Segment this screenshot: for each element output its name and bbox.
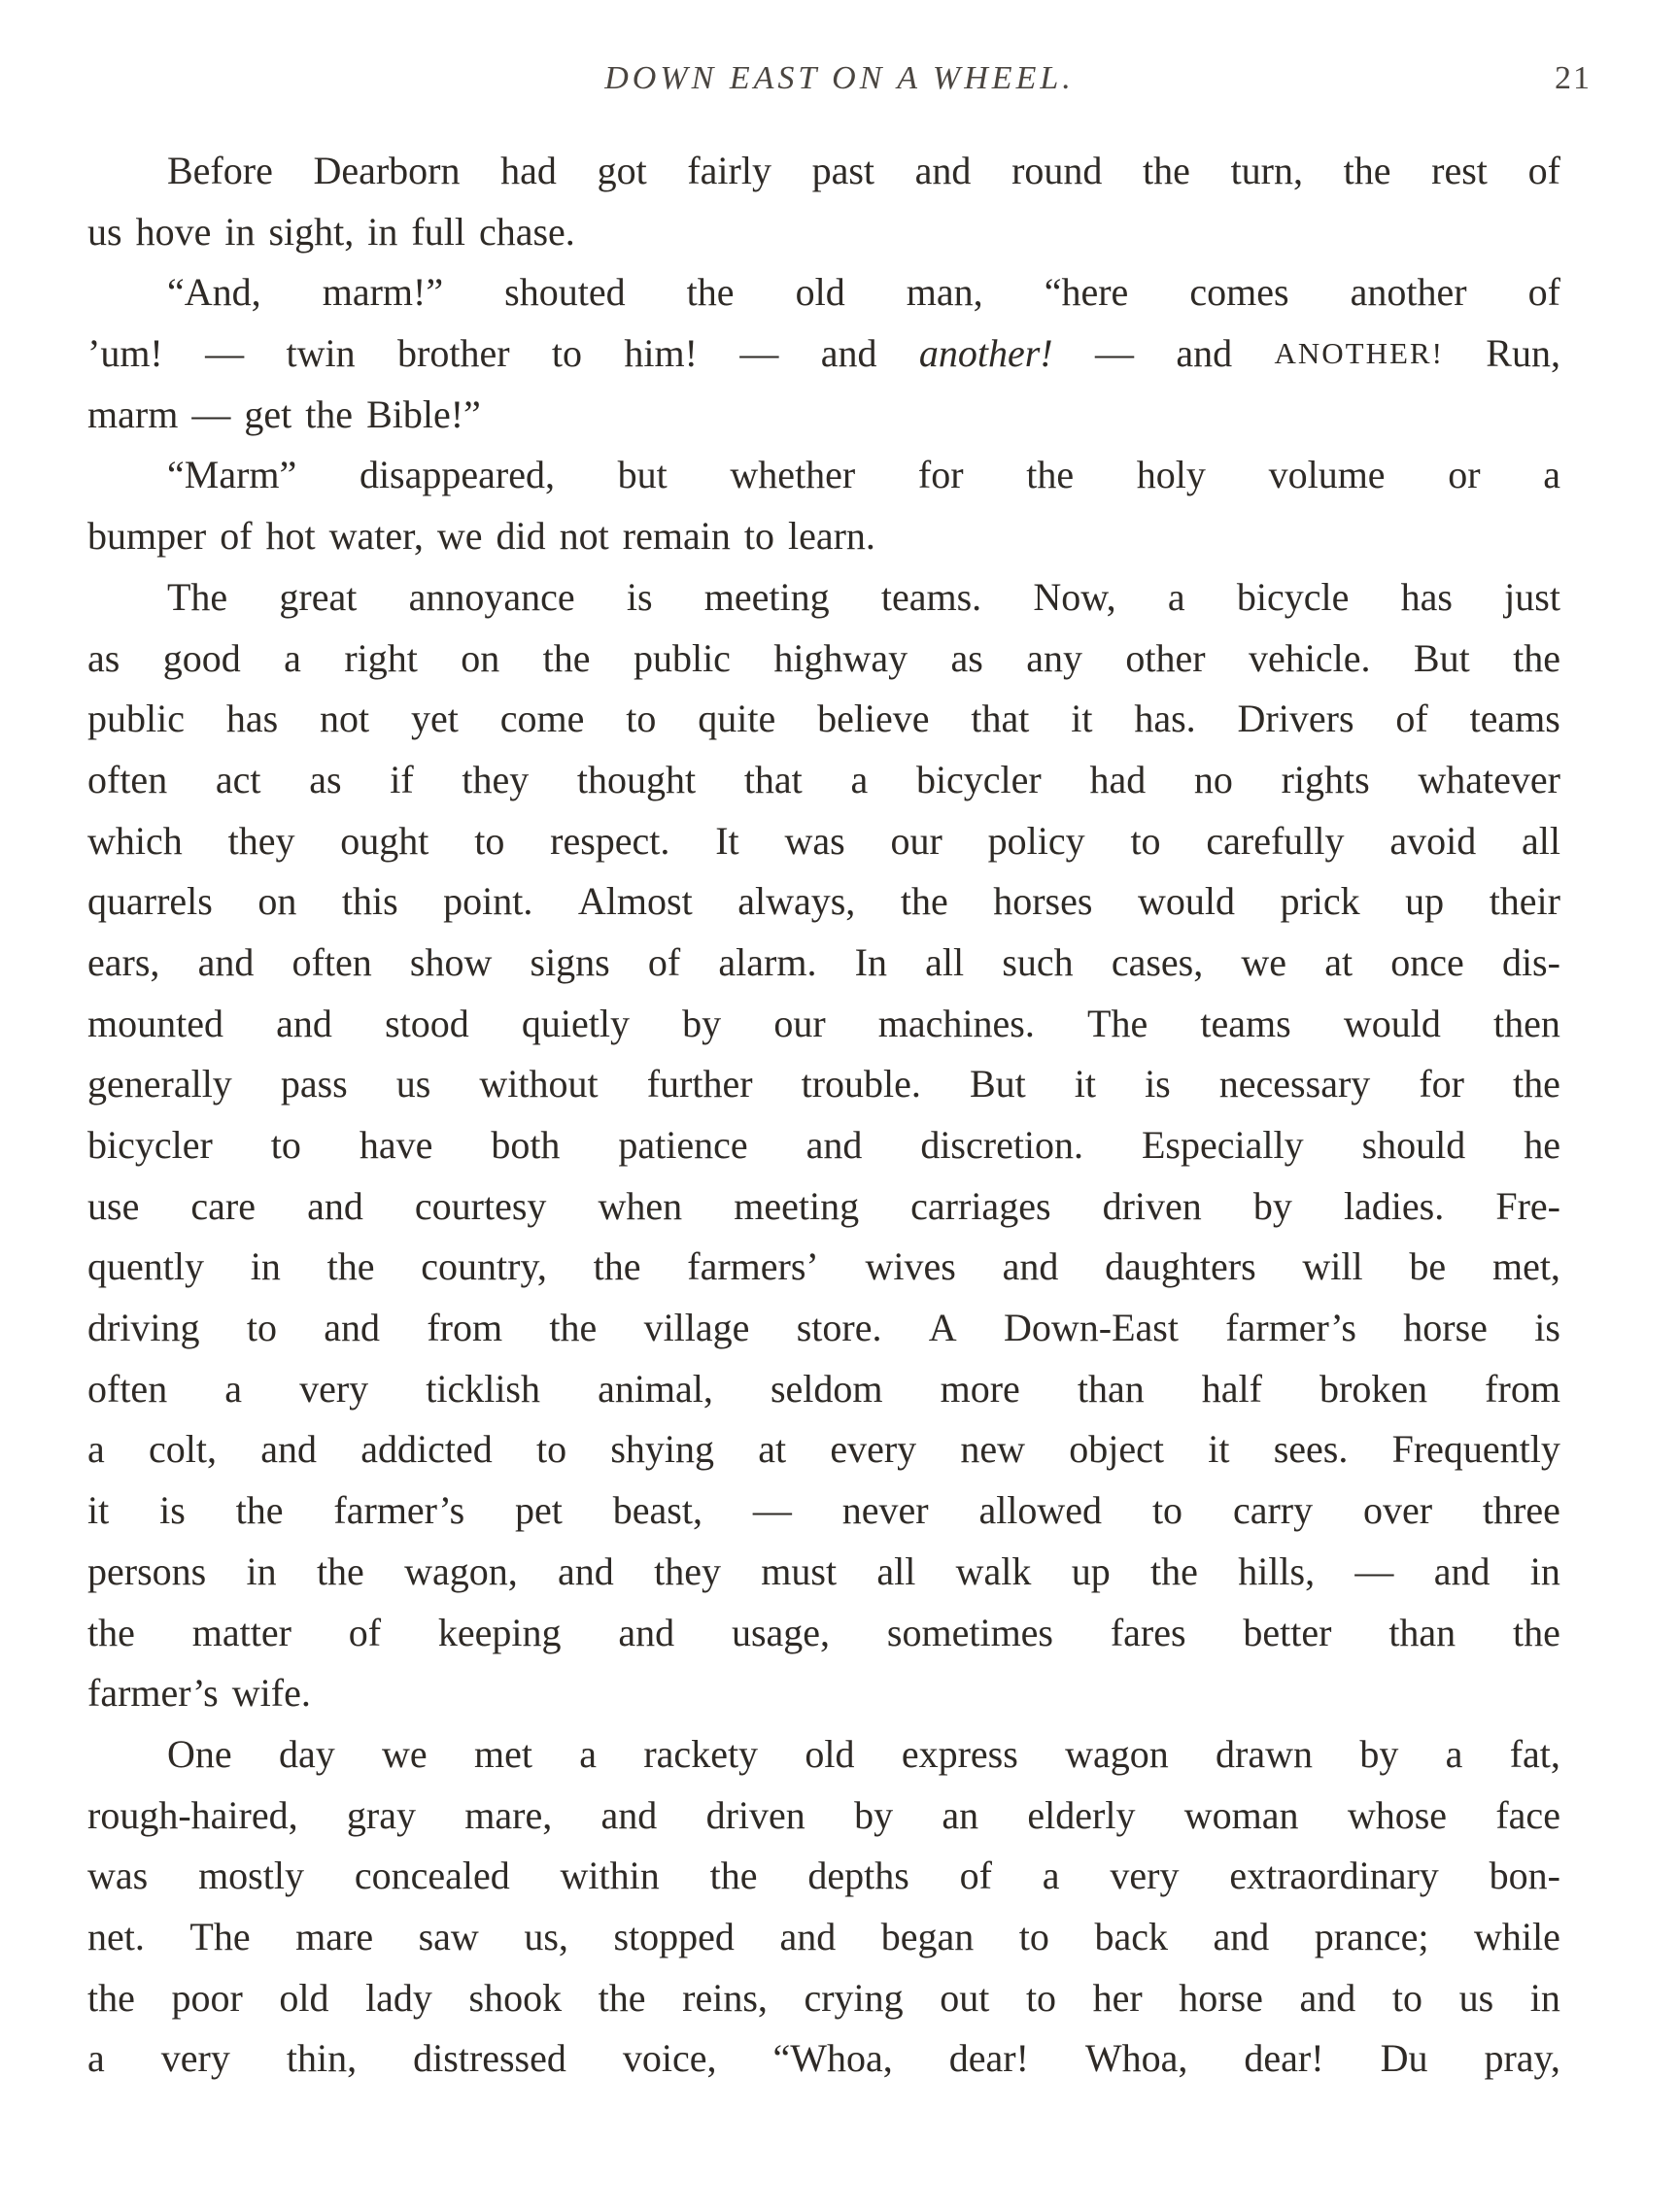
text-line: farmer’s wife.: [87, 1671, 311, 1716]
text-line: mounted and stood quietly by our machines. The teams would then: [87, 1001, 1560, 1045]
running-title: DOWN EAST ON A WHEEL.: [604, 60, 1075, 96]
text-line: marm — get the Bible!”: [87, 391, 481, 436]
text-line: ’um! — twin brother to him! — and another! — and ANOTHER! Run,: [87, 331, 1560, 376]
text-line: rough-haired, gray mare, and driven by an elderly woman whose face: [87, 1792, 1560, 1837]
text-line: often act as if they thought that a bicycler had no rights whatever: [87, 757, 1560, 801]
text-line: driving to and from the village store. A Down-East farmer’s horse is: [87, 1306, 1560, 1350]
text-line: bumper of hot water, we did not remain to learn.: [87, 514, 875, 559]
text-line: as good a right on the public highway as any other vehicle. But the: [87, 635, 1560, 680]
text-line: Before Dearborn had got fairly past and round the turn, the rest of: [167, 149, 1560, 192]
text-line: net. The mare saw us, stopped and began to back and prance; while: [87, 1914, 1560, 1958]
text-line: us hove in sight, in full chase.: [87, 209, 575, 254]
text-line: use care and courtesy when meeting carriages driven by ladies. Fre-: [87, 1183, 1560, 1228]
running-head: [87, 60, 1592, 109]
text-line: quently in the country, the farmers’ wives and daughters will be met,: [87, 1244, 1560, 1289]
text-line: the poor old lady shook the reins, crying out to her horse and to us in: [87, 1975, 1560, 2020]
text-line: which they ought to respect. It was our policy to carefully avoid all: [87, 818, 1560, 863]
text-line: quarrels on this point. Almost always, the horses would prick up their: [87, 879, 1560, 924]
text-line: it is the farmer’s pet beast, — never allowed to carry over three: [87, 1488, 1560, 1533]
text-line: persons in the wagon, and they must all walk up the hills, — and in: [87, 1548, 1560, 1593]
text-line: the matter of keeping and usage, sometimes fares better than the: [87, 1610, 1560, 1654]
body-text: [87, 141, 1560, 2090]
text-line: often a very ticklish animal, seldom more than half broken from: [87, 1366, 1560, 1411]
text-line: ears, and often show signs of alarm. In all such cases, we at once dis-: [87, 939, 1560, 984]
text-line: was mostly concealed within the depths of a very extraordinary bon-: [87, 1854, 1560, 1898]
page-number: 21: [1555, 60, 1592, 96]
text-line: bicycler to have both patience and discretion. Especially should he: [87, 1123, 1560, 1167]
text-line: One day we met a rackety old express wagon drawn by a fat,: [167, 1731, 1560, 1776]
text-line: “And, marm!” shouted the old man, “here comes another of: [167, 270, 1560, 315]
text-line: “Marm” disappeared, but whether for the holy volume or a: [167, 453, 1560, 497]
text-line: a very thin, distressed voice, “Whoa, dear! Whoa, dear! Du pray,: [87, 2036, 1560, 2081]
text-line: generally pass us without further trouble. But it is necessary for the: [87, 1062, 1560, 1106]
text-line: public has not yet come to quite believe that it has. Drivers of teams: [87, 697, 1560, 741]
text-line: a colt, and addicted to shying at every new object it sees. Frequently: [87, 1427, 1560, 1472]
text-line: The great annoyance is meeting teams. Now, a bicycle has just: [167, 574, 1560, 619]
